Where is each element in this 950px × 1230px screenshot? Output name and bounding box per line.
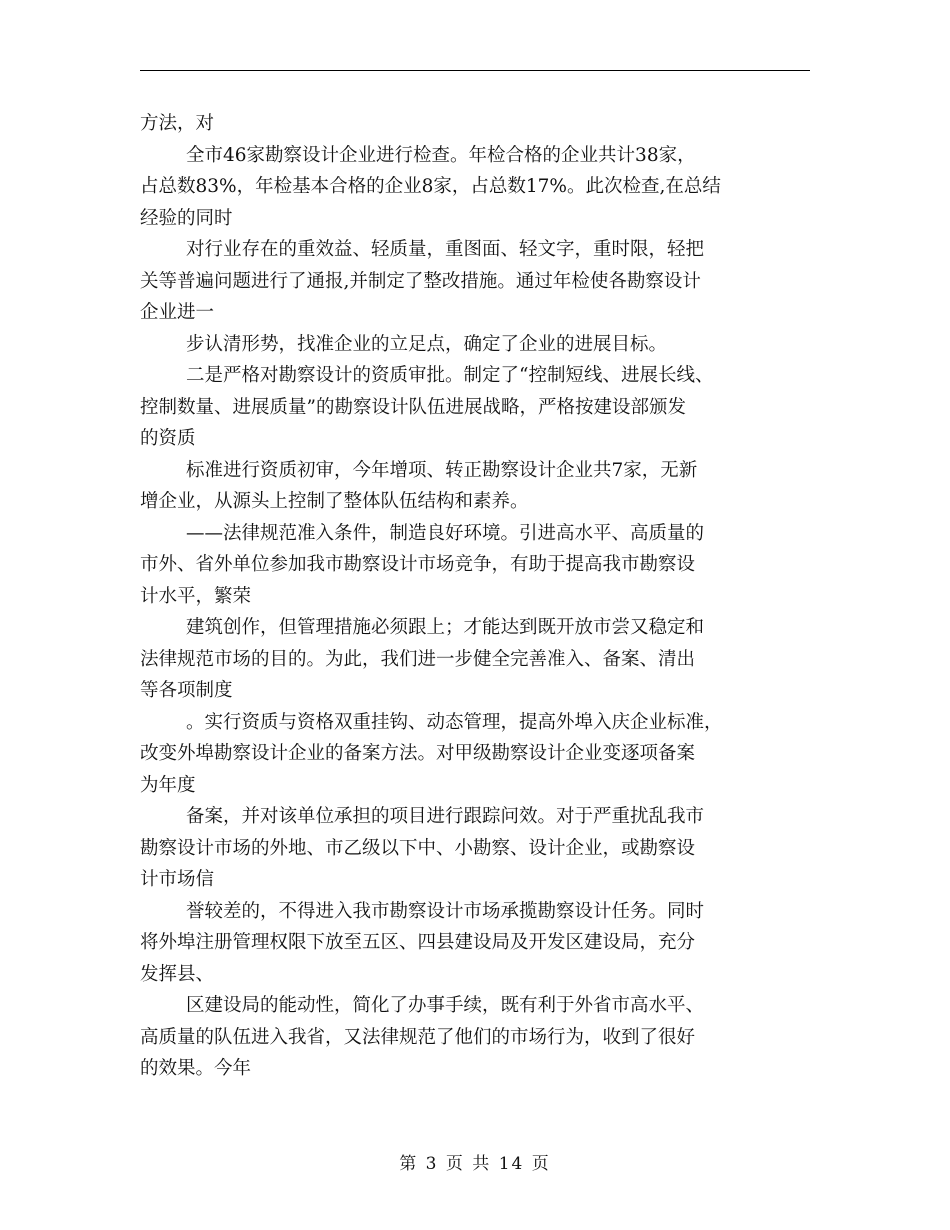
text-line: 誉较差的，不得进入我市勘察设计市场承揽勘察设计任务。同时	[186, 900, 705, 922]
text-line: 。实行资质与资格双重挂钩、动态管理，提高外埠入庆企业标准，	[186, 711, 723, 733]
text-line: 关等普遍问题进行了通报,并制定了整改措施。通过年检使各勘察设计	[140, 270, 701, 292]
text-line: 步认清形势，找准企业的立足点，确定了企业的进展目标。	[186, 333, 668, 355]
header-rule	[140, 70, 810, 71]
text-line: 改变外埠勘察设计企业的备案方法。对甲级勘察设计企业变逐项备案	[140, 743, 696, 764]
text-line: 的效果。今年	[140, 1058, 252, 1079]
text-line: 为年度	[140, 774, 196, 796]
text-line: 对行业存在的重效益、轻质量，重图面、轻文字，重时限，轻把	[186, 239, 705, 260]
document-body	[140, 108, 810, 1085]
text-line: 标准进行资质初审，今年增项、转正勘察设计企业共7家，无新	[186, 459, 698, 481]
text-line: 方法，对	[140, 113, 215, 134]
text-line: 控制数量、进展质量”的勘察设计队伍进展战略，严格按建设部颁发	[140, 396, 686, 418]
text-line: 计市场信	[140, 869, 215, 890]
text-line: 的资质	[140, 428, 196, 449]
text-line: 区建设局的能动性，简化了办事手续，既有利于外省市高水平、	[186, 995, 705, 1016]
text-line: 建筑创作，但管理措施必须跟上；才能达到既开放市尝又稳定和	[186, 617, 705, 638]
text-line: 增企业，从源头上控制了整体队伍结构和素养。	[140, 491, 529, 512]
text-line: 发挥县、	[140, 963, 215, 985]
text-line: 二是严格对勘察设计的资质审批。制定了“控制短线、进展长线、	[186, 365, 714, 386]
text-line: 占总数83%，年检基本合格的企业8家，占总数17%。此次检查,在总结	[140, 176, 721, 197]
text-line: 高质量的队伍进入我省，又法律规范了他们的市场行为，收到了很好	[140, 1026, 696, 1048]
text-line: 全市46家勘察设计企业进行检查。年检合格的企业共计38家，	[186, 144, 696, 166]
text-line: 企业进一	[140, 302, 215, 323]
text-line: 法律规范市场的目的。为此，我们进一步健全完善准入、备案、清出	[140, 648, 696, 670]
text-line: 将外埠注册管理权限下放至五区、四县建设局及开发区建设局，充分	[140, 932, 696, 953]
text-line: 经验的同时	[140, 207, 233, 229]
text-line: 市外、省外单位参加我市勘察设计市场竞争，有助于提高我市勘察设	[140, 554, 696, 575]
text-line: 等各项制度	[140, 680, 233, 701]
text-line: 备案，并对该单位承担的项目进行跟踪问效。对于严重扰乱我市	[186, 806, 705, 827]
text-line: 勘察设计市场的外地、市乙级以下中、小勘察、设计企业，或勘察设	[140, 837, 696, 859]
text-line: 计水平，繁荣	[140, 585, 252, 607]
page-footer: 第 3 页 共 14 页	[399, 1154, 551, 1174]
text-line: ——法律规范准入条件，制造良好环境。引进高水平、高质量的	[186, 522, 705, 544]
